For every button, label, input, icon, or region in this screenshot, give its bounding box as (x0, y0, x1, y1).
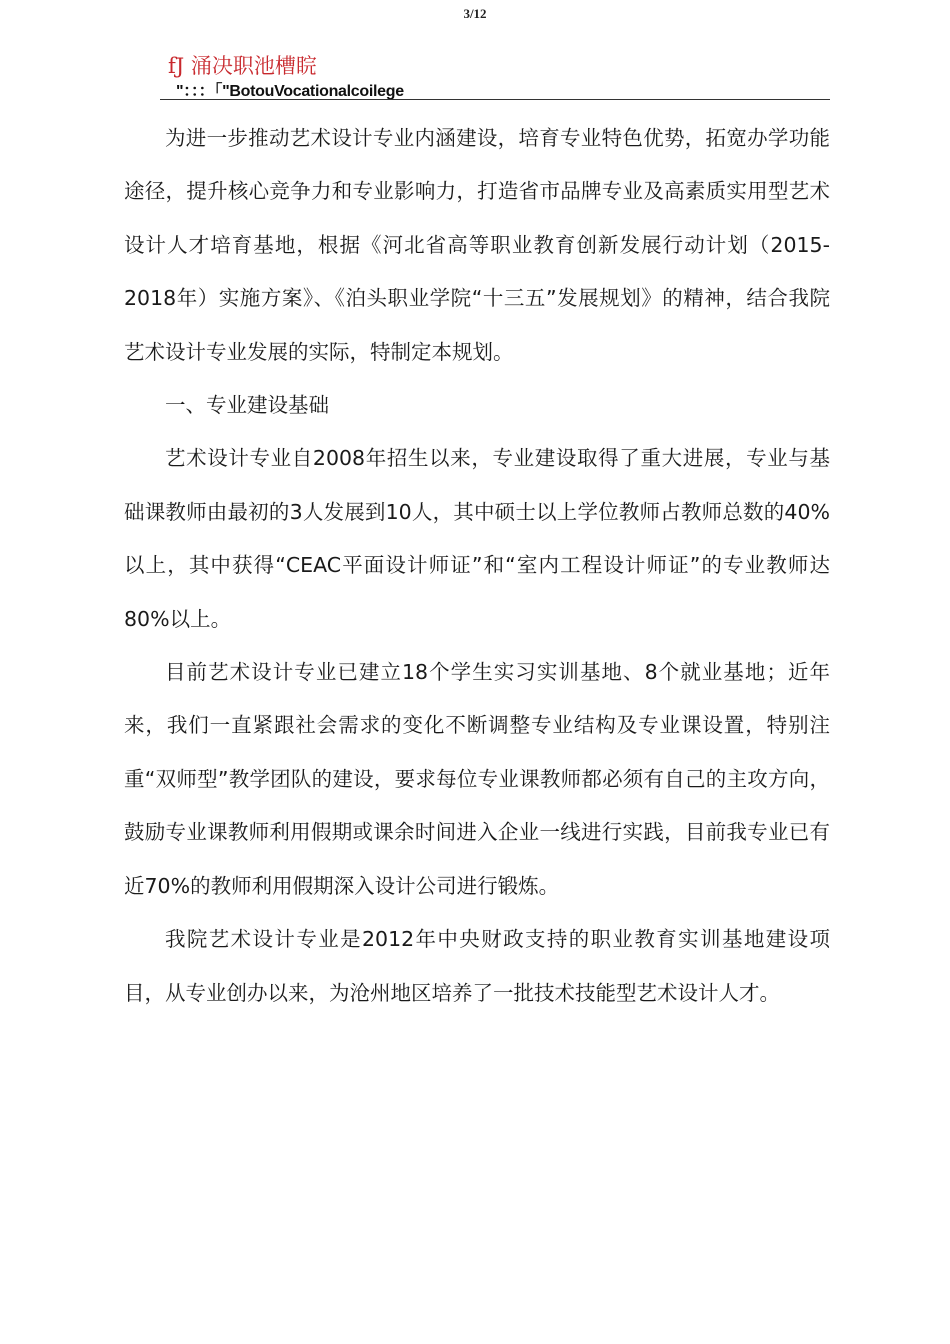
section-heading: 一、专业建设基础 (165, 393, 329, 418)
header-divider (160, 99, 830, 100)
paragraph-funding: 我院艺术设计专业是2012年中央财政支持的职业教育实训基地建设项目，从专业创办以来，为沧州地区培养了一批技术技能型艺术设计人才。 (124, 927, 830, 1005)
college-english-name: "：：：「"BotouVocationalcoilege (176, 83, 404, 100)
page-number: 3/12 (463, 6, 487, 21)
paragraph-faculty: 艺术设计专业自2008年招生以来，专业建设取得了重大进展，专业与基础课教师由最初的3人发展到10人，其中硕士以上学位教师占教师总数的40%以上，其中获得“CEAC平面设计师证”和“室内工程设计师证”的专业教师达80%以上。 (124, 446, 830, 631)
paragraph-training-bases: 目前艺术设计专业已建立18个学生实习实训基地、8个就业基地；近年来，我们一直紧跟社会需求的变化不断调整专业结构及专业课设置，特别注重“双师型”教学团队的建设，要求每位专业课教师都必须有自己的主攻方向，鼓励专业课教师利用假期或课余时间进入企业一线进行实践，目前我专业已有近70%的教师利用假期深入设计公司进行锻炼。 (124, 660, 830, 898)
document-body (124, 112, 830, 1020)
paragraph-intro: 为进一步推动艺术设计专业内涵建设，培育专业特色优势，拓宽办学功能途径，提升核心竞争力和专业影响力，打造省市品牌专业及高素质实用型艺术设计人才培育基地，根据《河北省高等职业教育创新发展行动计划（2015-2018年）实施方案》、《泊头职业学院“十三五”发展规划》的精神，结合我院艺术设计专业发展的实际，特制定本规划。 (124, 126, 830, 364)
college-logo-text: fJ 涌决职池槽睆 (168, 54, 317, 78)
